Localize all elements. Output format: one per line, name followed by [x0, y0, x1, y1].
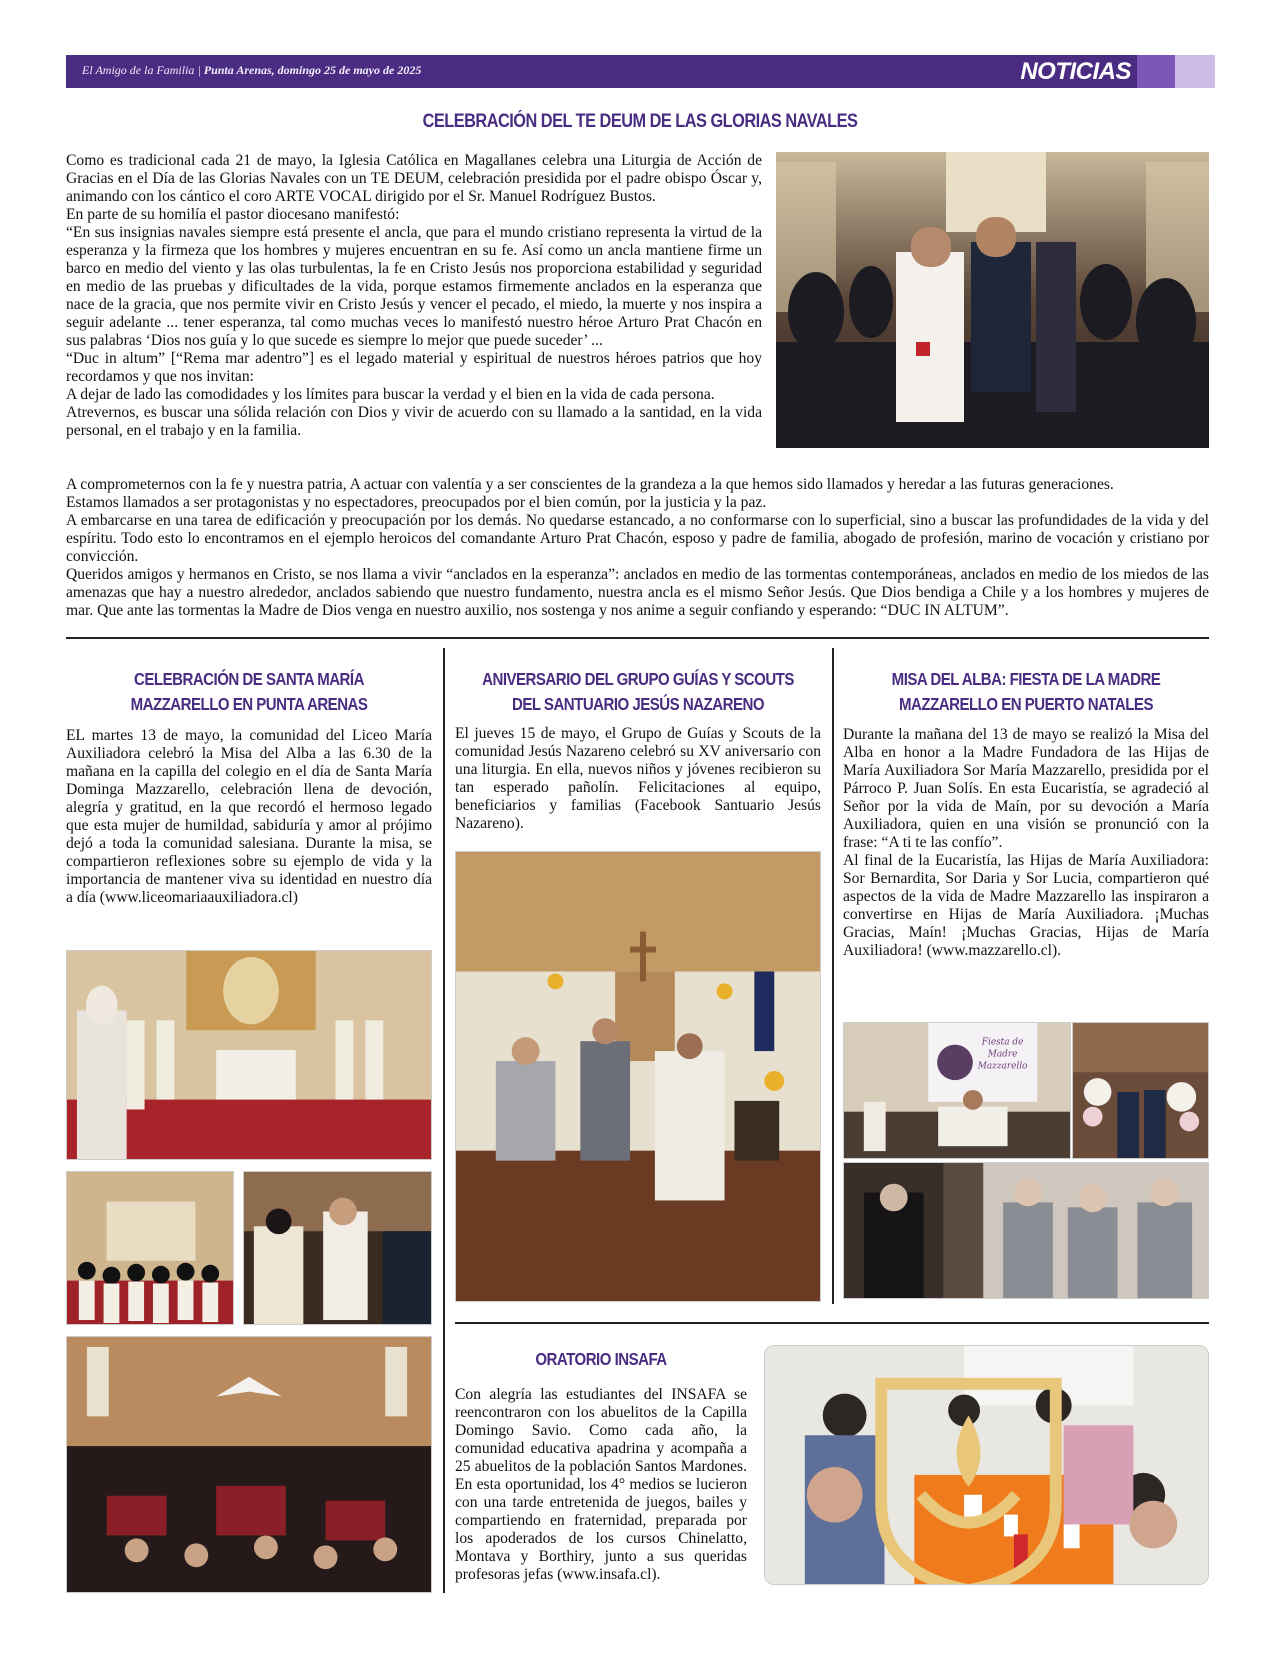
- mazzarello-body: EL martes 13 de mayo, la comunidad del Liceo María Auxiliadora celebró la Misa del Alba a las 6.30 de la mañana en la capilla del colegio en el día de Santa María Dominga Mazzarello, celebración llena de devoción, alegría y gratitud, en la que recordó el hermoso legado que esta mujer de humildad, sabiduría y amor al prójimo dejó a toda la comunidad salesiana. Durante la misa, se compartieron reflexiones sobre su ejemplo de vida y la importancia de mantener viva su identidad en nuestro día a día (www.liceomariaauxiliadora.cl): [66, 727, 432, 906]
- alba-image-mass: [844, 1023, 1070, 1158]
- te-deum-photo: [776, 152, 1209, 448]
- scouts-title: ANIVERSARIO DEL GRUPO GUÍAS Y SCOUTS DEL SANTUARIO JESÚS NAZARENO: [482, 669, 794, 714]
- mazzarello-image-altar: [67, 951, 431, 1159]
- main-paragraph-8: Estamos llamados a ser protagonistas y no espectadores, preocupados por el bien común, por la justicia y la paz.: [66, 494, 767, 511]
- banner-line-2: Madre: [987, 1049, 1018, 1060]
- main-paragraph-2: En parte de su homilía el pastor diocesano manifestó:: [66, 206, 400, 223]
- alba-image-sisters: [844, 1163, 1208, 1298]
- main-paragraph-10: Queridos amigos y hermanos en Cristo, se nos llama a vivir “anclados en la esperanza”: anclados en medio de las tormentas contemporáneas, anclados en medio de los miedos de las amenazas que hay a nuestro alrededor, anclados sabiendo que nuestro fundamento, nuestra ancla es el mismo Señor Jesús. Que Dios bendiga a Chile y a los hombres y mujeres de mar. Que ante las tormentas la Madre de Dios venga en nuestro auxilio, nos sostenga y nos anime a seguir confiando y esperando: “DUC IN ALTUM”.: [66, 566, 1209, 619]
- alba-paragraph-2: Al final de la Eucaristía, las Hijas de María Auxiliadora: Sor Bernardita, Sor Daria y Sor Lucia, compartieron qué aspectos de la vida de Madre Mazzarello las inspiraron a convertirse en Hijas de María Auxiliadora. ¡Muchas Gracias, Maín! ¡Muchas Gracias, Hijas de María Auxiliadora! (www.mazzarello.cl).: [843, 852, 1209, 959]
- scouts-photo: [455, 851, 821, 1302]
- scouts-body: El jueves 15 de mayo, el Grupo de Guías y Scouts de la comunidad Jesús Nazareno celebró su XV aniversario con una liturgia. En ella, nuevos niños y jóvenes recibieron su tan esperado pañolín. Felicitaciones al equipo, beneficiarios y familias (Facebook Santuario Jesús Nazareno).: [455, 725, 821, 832]
- main-paragraph-4: “Duc in altum” [“Rema mar adentro”] es el legado material y espiritual de nuestros héroes patrios que hoy recordamos y que nos invitan:: [66, 350, 762, 385]
- alba-photo-students: [1072, 1022, 1209, 1159]
- alba-title: MISA DEL ALBA: FIESTA DE LA MADRE MAZZARELLO EN PUERTO NATALES: [891, 669, 1161, 714]
- insafa-title: ORATORIO INSAFA: [535, 1349, 667, 1369]
- mazzarello-photo-small-1: [66, 1171, 234, 1325]
- main-article-body: [66, 152, 762, 440]
- divider-main: [66, 637, 1209, 639]
- divider-col-2: [832, 648, 834, 1304]
- mazzarello-photo-small-2: [243, 1171, 432, 1325]
- alba-paragraph-1: Durante la mañana del 13 de mayo se realizó la Misa del Alba en honor a la Madre Fundadora de las Hijas de María Auxiliadora Sor María Mazzarello, presidida por el Párroco P. Juan Solís. En esta Eucaristía, se agradeció al Señor por la vida de Maín, por su devoción a María Auxiliadora, quien en una visión se pronunció con la frase: “A ti te las confío”.: [843, 726, 1209, 851]
- header-meta: El Amigo de la Familia | Punta Arenas, domingo 25 de mayo de 2025: [82, 63, 422, 77]
- publication-name: El Amigo de la Familia: [82, 63, 195, 77]
- section-title: NOTICIAS: [1020, 58, 1131, 85]
- insafa-body: Con alegría las estudiantes del INSAFA se reencontraron con los abuelitos de la Capilla Domingo Savio. Como cada año, la comunidad educativa apadrina y acompaña a 25 abuelitos de la población Santos Mardones. En esta oportunidad, los 4° medios se lucieron con una tarde entretenida de juegos, bailes y compartiendo en fraternidad, preparada por los apoderados de los cursos Chinelatto, Montava y Borthiry, junto a sus queridas profesoras jefas (www.insafa.cl).: [455, 1386, 747, 1583]
- alba-photo-banner: [843, 1022, 1071, 1159]
- main-paragraph-9: A embarcarse en una tarea de edificación y preocupación por los demás. No quedarse estancado, a no conformarse con lo superficial, sino a buscar las profundidades de la vida y del espíritu. Todo esto lo encontramos en el ejemplo heroicos del comandante Arturo Prat Chacón, esposo y padre de familia, abogado de profesión, marino de vocación y cristiano por convicción.: [66, 512, 1209, 565]
- place-date: Punta Arenas, domingo 25 de mayo de 2025: [203, 63, 422, 77]
- header-tab-light: [1175, 55, 1215, 88]
- mazzarello-image-congregation: [67, 1337, 431, 1592]
- insafa-photo: [764, 1345, 1209, 1585]
- page-header-bar: [66, 55, 1215, 88]
- divider-insafa: [455, 1322, 1209, 1324]
- main-paragraph-1: Como es tradicional cada 21 de mayo, la Iglesia Católica en Magallanes celebra una Liturgia de Acción de Gracias en el Día de las Glorias Navales con un TE DEUM, celebración presidida por el padre obispo Óscar y, animando con los cántico el coro ARTE VOCAL dirigido por el Sr. Manuel Rodríguez Bustos.: [66, 152, 762, 205]
- banner-line-1: Fiesta de: [981, 1037, 1024, 1048]
- main-paragraph-5: A dejar de lado las comodidades y los límites para buscar la verdad y el bien en la vida de cada persona.: [66, 386, 715, 403]
- scouts-image: [456, 852, 820, 1301]
- mazzarello-photo-crowd: [66, 1336, 432, 1593]
- alba-photo-sisters: [843, 1162, 1209, 1299]
- alba-image-students: [1073, 1023, 1208, 1158]
- mazzarello-image-offering: [244, 1172, 431, 1324]
- mazzarello-title: CELEBRACIÓN DE SANTA MARÍA MAZZARELLO EN PUNTA ARENAS: [130, 669, 368, 714]
- banner-line-3: Mazzarello: [977, 1061, 1028, 1072]
- header-tab-accent: [1137, 55, 1175, 88]
- mazzarello-image-students: [67, 1172, 233, 1324]
- main-paragraph-6: Atrevernos, es buscar una sólida relación con Dios y vivir de acuerdo con su llamado a la santidad, en la vida personal, en el trabajo y en la familia.: [66, 404, 762, 439]
- alba-body: [843, 726, 1209, 960]
- main-paragraph-3: “En sus insignias navales siempre está presente el ancla, que para el mundo cristiano representa la virtud de la esperanza y la firmeza que los hombres y mujeres encuentran en su fe. Así como un ancla mantiene firme un barco en medio del viento y las olas turbulentas, la fe en Cristo Jesús nos proporciona estabilidad y seguridad en medio de las pruebas y dificultades de la vida, porque estamos firmemente anclados en la esperanza que nace de la gracia, que nos permite vivir en Cristo Jesús y vencer el pecado, el miedo, la muerte y nos inspira a seguir adelante ... tener esperanza, tal como muchas veces lo manifestó nuestro héroe Arturo Prat Chacón en sus palabras ‘Dios nos guía y lo que sucede es siempre lo mejor que puede suceder’ ...: [66, 224, 762, 349]
- te-deum-image: [776, 152, 1209, 448]
- mazzarello-photo-main: [66, 950, 432, 1160]
- insafa-logo-icon: [764, 1360, 1190, 1585]
- main-article-body-full: [66, 476, 1209, 620]
- main-paragraph-7: A comprometernos con la fe y nuestra patria, A actuar con valentía y a ser conscientes de la grandeza a la que hemos sido llamados y heredar a las futuras generaciones.: [66, 476, 1114, 493]
- divider-col-1: [443, 648, 445, 1593]
- main-article-title: CELEBRACIÓN DEL TE DEUM DE LAS GLORIAS NAVALES: [422, 111, 858, 132]
